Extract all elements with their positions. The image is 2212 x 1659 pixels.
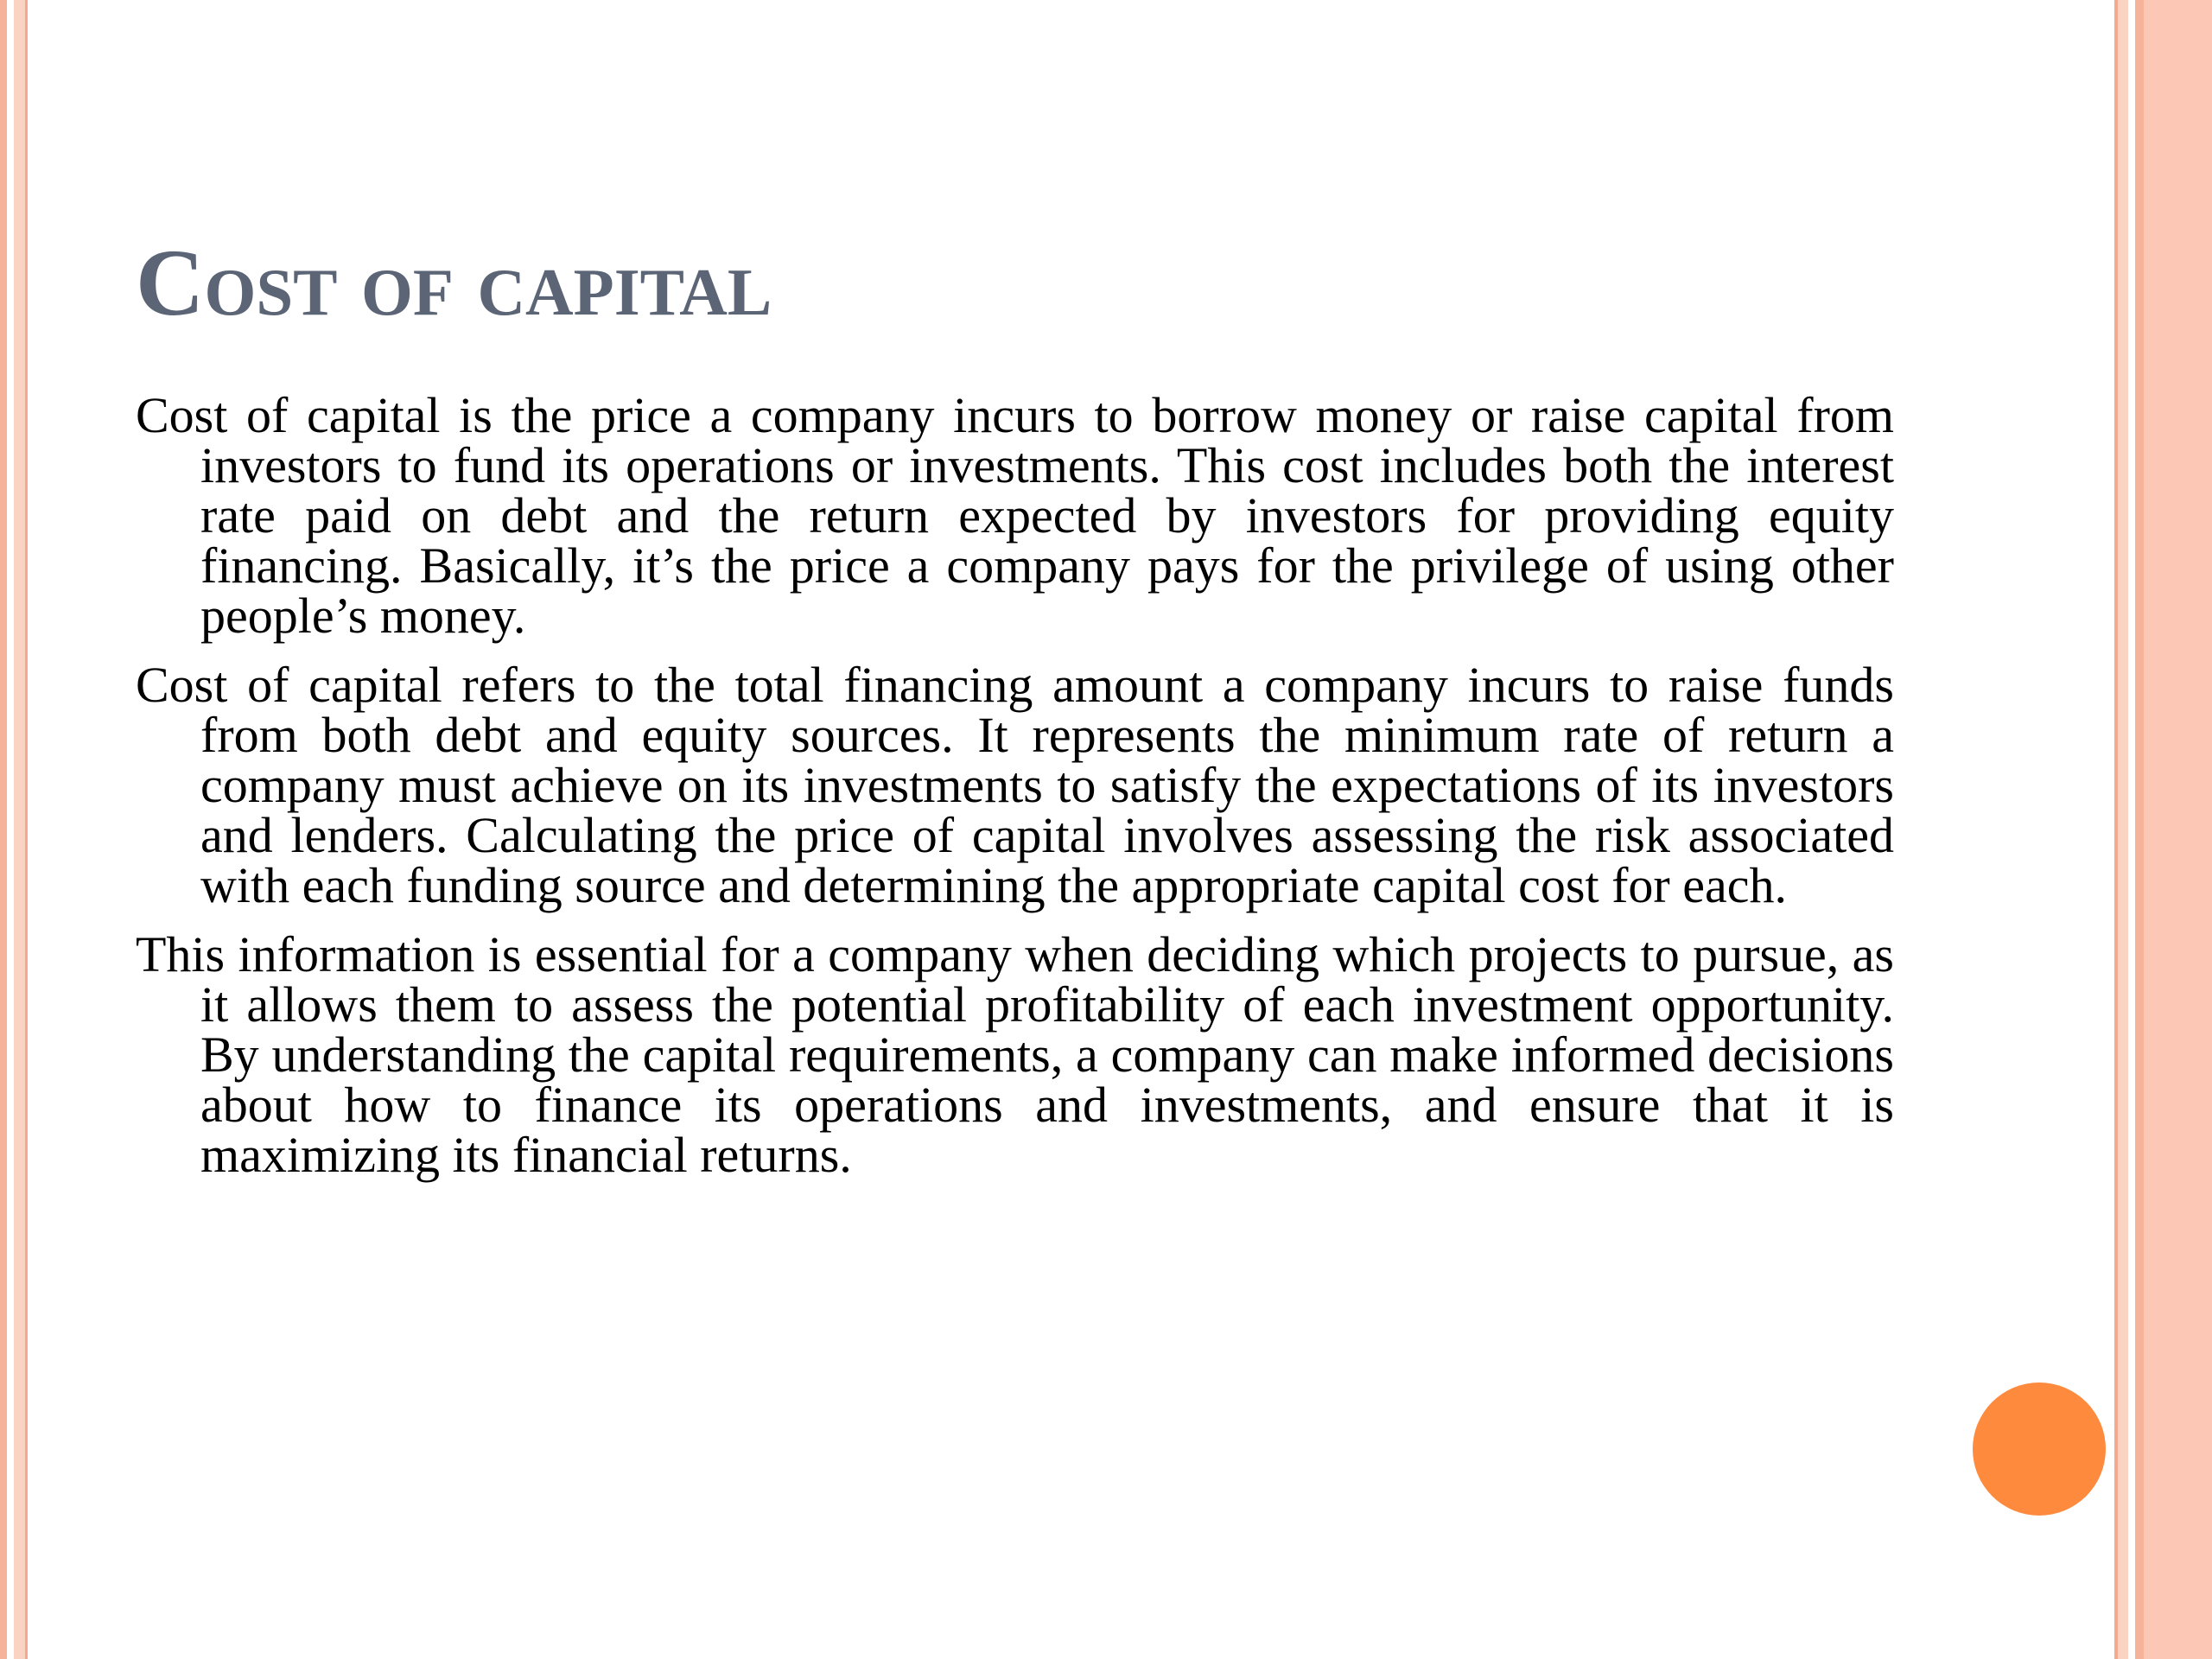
slide-title: Cost of capital <box>136 230 772 335</box>
body-paragraph-2: Cost of capital refers to the total financing amount a company incurs to raise funds from both debt and equity sources. It represents the minimum rate of return a company must achieve on its investments to satisfy the expectations of its investors and lenders. Calculating the price of capital involves assessing the risk associated with each funding source and determining the appropriate capital cost for each. <box>136 657 1894 913</box>
left-border-band <box>14 0 25 1659</box>
right-border-band-inner <box>2118 0 2128 1659</box>
body-paragraph-1: Cost of capital is the price a company incurs to borrow money or raise capital from investors to fund its operations or investments. This cost includes both the interest rate paid on debt and the return expected by investors for providing equity financing. Basically, it’s the price a company pays for the privilege of using other people’s money. <box>136 387 1894 644</box>
slide-body <box>136 387 1894 1199</box>
left-border-line <box>25 0 28 1659</box>
left-border-stripe <box>0 0 7 1659</box>
body-paragraph-3: This information is essential for a company when deciding which projects to pursue, as it allows them to assess the potential profitability of each investment opportunity. By understanding the capital requirements, a company can make informed decisions about how to finance its operations and investments, and ensure that it is maximizing its financial returns. <box>136 926 1894 1183</box>
right-border-band-outer <box>2144 0 2212 1659</box>
decorative-orange-circle <box>1973 1382 2106 1516</box>
right-border-gap <box>2128 0 2135 1659</box>
right-border-stripe <box>2135 0 2144 1659</box>
